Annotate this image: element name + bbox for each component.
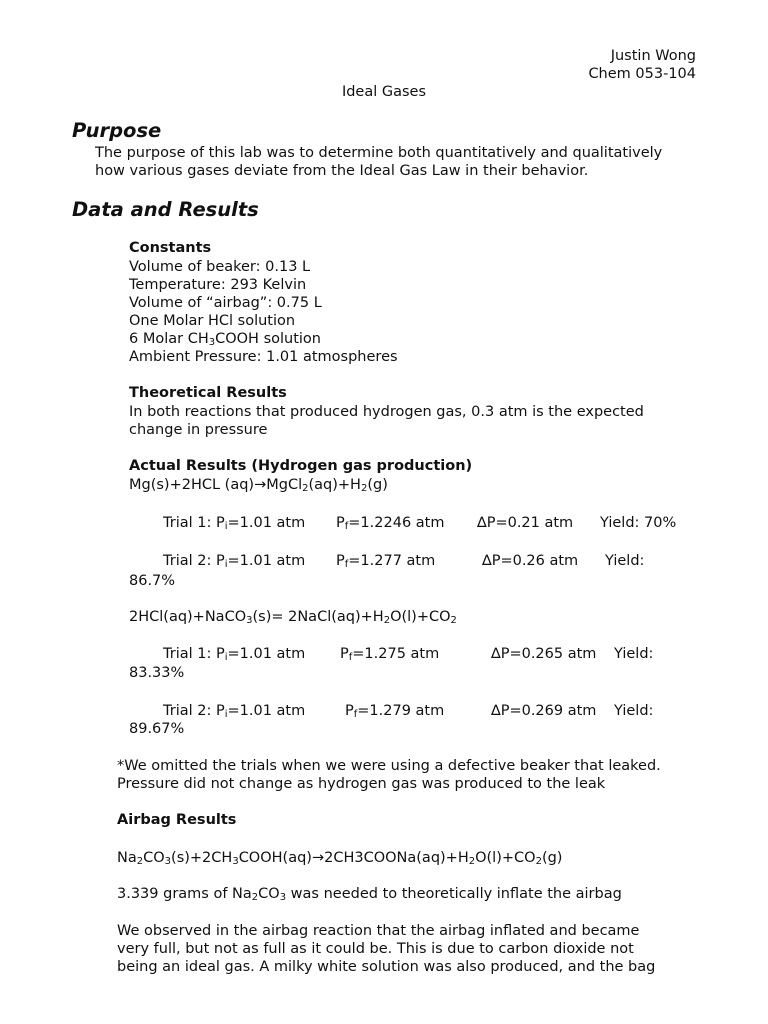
author-name: Justin Wong	[610, 48, 696, 64]
constant-hcl: One Molar HCl solution	[129, 313, 296, 329]
eq2-trial2-pf: $P_f=1.279$ atm	[345, 703, 445, 720]
constants-heading: Constants	[129, 240, 212, 256]
eq2-trial1-pi: Trial 1: $P_i=1.01$ atm	[163, 646, 306, 663]
eq2-trial1-pf: $P_f=1.275$ atm	[340, 646, 440, 663]
data-results-heading: Data and Results	[72, 198, 259, 221]
document-title: Ideal Gases	[341, 84, 427, 100]
constant-beaker-volume: Volume of beaker: 0.13 L	[129, 259, 311, 275]
actual-results-heading: Actual Results (Hydrogen gas production)	[129, 458, 473, 474]
constant-airbag-volume: Volume of “airbag”: 0.75 L	[129, 295, 322, 311]
constant-ambient-pressure: Ambient Pressure: 1.01 atmospheres	[129, 349, 398, 365]
eq1-trial2-pf: $P_f=1.277$ atm	[336, 553, 436, 570]
airbag-observation-line2: very full, but not as full as it could be. This is due to carbon dioxide not	[117, 941, 634, 957]
equation-1: Mg(s)+2HCL $(aq)\to MgCl_2(aq)+H_2(g)$	[129, 477, 388, 494]
airbag-results-heading: Airbag Results	[117, 812, 237, 828]
equation-2: 2HCl(aq)+NaCO$_3$(s)= $2NaCl(aq)+H_2O(l)+CO_2$	[129, 609, 457, 626]
airbag-equation: $Na_2CO_3(s)+2CH_3COOH(aq)\to 2CH3COONa(aq)+H_2O(l)+CO_2(g)$	[117, 850, 563, 867]
eq1-trial1-pi: Trial 1: $P_i=1.01$ atm	[163, 515, 306, 532]
purpose-text-line1: The purpose of this lab was to determine both quantitatively and qualitatively	[95, 145, 663, 161]
eq2-trial2-pi: Trial 2: $P_i=1.01$ atm	[163, 703, 306, 720]
omission-note-line2: Pressure did not change as hydrogen gas was produced to the leak	[117, 776, 606, 792]
eq2-trial1-dp: ∆P=0.265 atm	[491, 646, 597, 662]
airbag-observation-line1: We observed in the airbag reaction that the airbag inflated and became	[117, 923, 640, 939]
eq1-trial2-pi: Trial 2: $P_i=1.01$ atm	[163, 553, 306, 570]
airbag-observation-line3: being an ideal gas. A milky white solution was also produced, and the bag	[117, 959, 656, 975]
purpose-heading: Purpose	[72, 119, 162, 142]
eq1-trial2-yield-value: 86.7%	[129, 573, 176, 589]
theoretical-line1: In both reactions that produced hydrogen gas, 0.3 atm is the expected	[129, 404, 644, 420]
course-number: Chem 053-104	[588, 66, 696, 82]
eq2-trial2-yield: Yield:	[614, 703, 654, 719]
purpose-text-line2: how various gases deviate from the Ideal Gas Law in their behavior.	[95, 163, 589, 179]
eq2-trial1-yield-value: 83.33%	[129, 665, 185, 681]
airbag-grams-needed: 3.339 grams of $Na_2CO_3$ was needed to theoretically inflate the airbag	[117, 886, 622, 903]
constant-temperature: Temperature: 293 Kelvin	[129, 277, 307, 293]
theoretical-heading: Theoretical Results	[129, 385, 287, 401]
eq2-trial2-yield-value: 89.67%	[129, 721, 185, 737]
constant-ch3cooh: 6 Molar $CH_3COOH$ solution	[129, 331, 321, 348]
eq1-trial1-dp: ∆P=0.21 atm	[477, 515, 574, 531]
eq1-trial1-pf: $P_f=1.2246$ atm	[336, 515, 445, 532]
eq1-trial2-yield: Yield:	[605, 553, 645, 569]
eq1-trial2-dp: ∆P=0.26 atm	[482, 553, 579, 569]
eq2-trial1-yield: Yield:	[614, 646, 654, 662]
eq1-trial1-yield: Yield: 70%	[600, 515, 677, 531]
eq2-trial2-dp: ∆P=0.269 atm	[491, 703, 597, 719]
omission-note-line1: *We omitted the trials when we were using a defective beaker that leaked.	[117, 758, 661, 774]
theoretical-line2: change in pressure	[129, 422, 268, 438]
